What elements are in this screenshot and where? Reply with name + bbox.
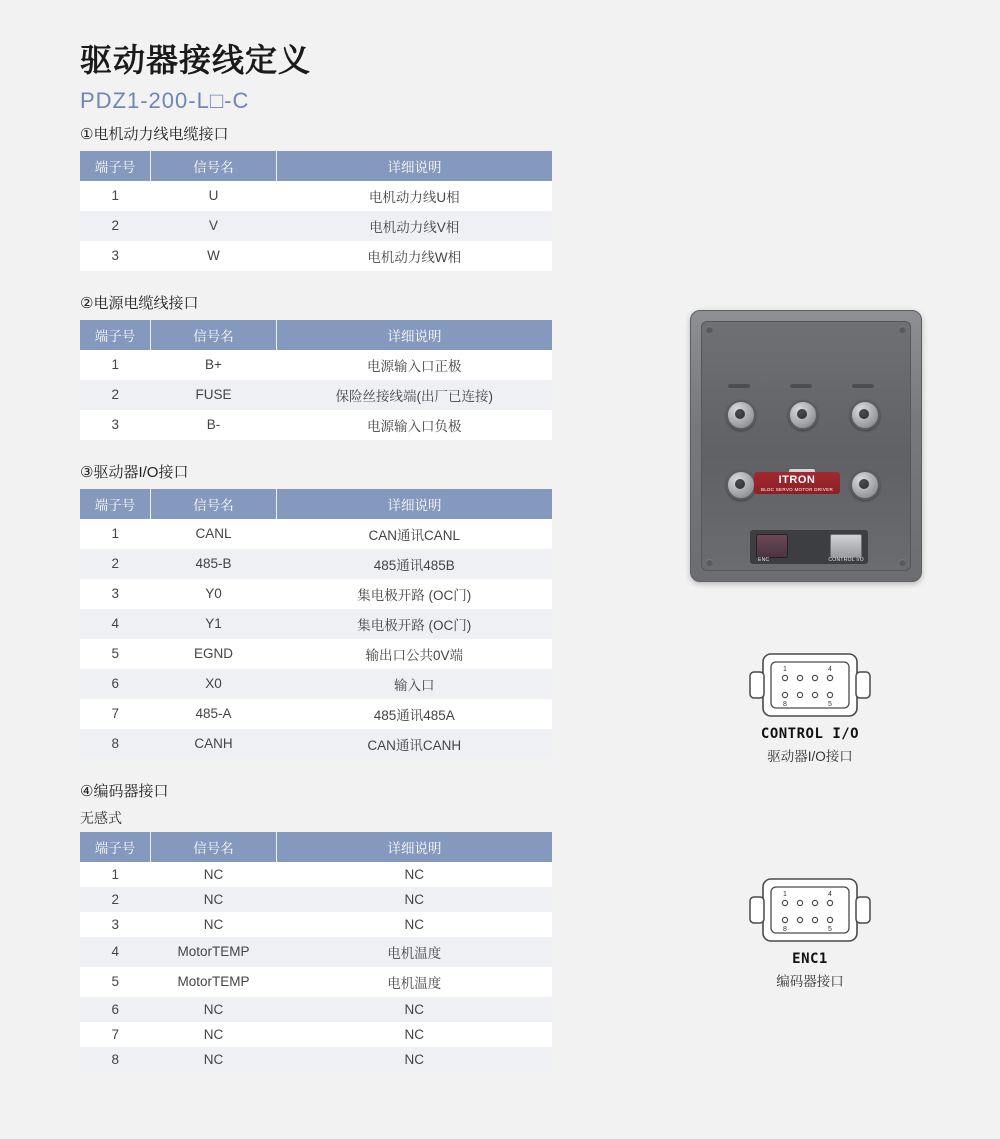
cell-terminal: 6	[80, 997, 151, 1022]
cell-detail: 485通讯485B	[277, 549, 553, 579]
cell-detail: 电机温度	[277, 967, 553, 997]
screw-icon	[899, 559, 906, 566]
cell-detail: 485通讯485A	[277, 699, 553, 729]
brand-logo	[754, 472, 840, 494]
col-header-terminal: 端子号	[80, 151, 151, 181]
cell-detail: 电机温度	[277, 937, 553, 967]
connector-strip	[750, 530, 868, 564]
cell-terminal: 2	[80, 380, 151, 410]
table-row	[80, 887, 552, 912]
svg-text:8: 8	[783, 701, 787, 708]
col-header-detail: 详细说明	[277, 489, 553, 519]
table-row	[80, 519, 552, 549]
cell-detail: CAN通讯CANL	[277, 519, 553, 549]
svg-text:1: 1	[783, 666, 787, 673]
cell-terminal: 5	[80, 639, 151, 669]
connector-description: 编码器接口	[776, 974, 844, 989]
cell-signal: 485-A	[151, 699, 277, 729]
document-content	[80, 40, 550, 1094]
col-header-terminal: 端子号	[80, 320, 151, 350]
svg-text:4: 4	[828, 891, 832, 898]
table-row	[80, 639, 552, 669]
table-header-row	[80, 832, 552, 862]
cell-detail: NC	[277, 912, 553, 937]
col-header-terminal: 端子号	[80, 489, 151, 519]
col-header-detail: 详细说明	[277, 832, 553, 862]
cell-terminal: 2	[80, 887, 151, 912]
table-row	[80, 181, 552, 211]
cell-terminal: 2	[80, 549, 151, 579]
control-port-label: CONTROL I/O	[828, 557, 864, 563]
cell-terminal: 1	[80, 519, 151, 549]
terminal-b-plus	[850, 470, 880, 500]
cell-signal: NC	[151, 1022, 277, 1047]
enc-port-label: ENC	[758, 557, 770, 563]
terminal-v	[788, 400, 818, 430]
screw-icon	[899, 326, 906, 333]
cell-terminal: 1	[80, 181, 151, 211]
connector-name: ENC1	[792, 951, 828, 967]
cell-detail: NC	[277, 862, 553, 887]
cell-signal: CANH	[151, 729, 277, 759]
section-heading-3: ③驱动器I/O接口	[80, 463, 189, 481]
cell-terminal: 3	[80, 410, 151, 440]
connector-8pin-icon	[745, 875, 875, 947]
cell-detail: 集电极开路 (OC门)	[277, 609, 553, 639]
cell-detail: 电源输入口正极	[277, 350, 553, 380]
section-heading-2: ②电源电缆线接口	[80, 294, 199, 312]
svg-text:5: 5	[828, 926, 832, 933]
cell-signal: NC	[151, 862, 277, 887]
cell-detail: 集电极开路 (OC门)	[277, 579, 553, 609]
cell-signal: B-	[151, 410, 277, 440]
cell-detail: NC	[277, 1047, 553, 1072]
cell-detail: 保险丝接线端(出厂已连接)	[277, 380, 553, 410]
table-row	[80, 862, 552, 887]
terminal-b-minus	[726, 470, 756, 500]
cell-terminal: 1	[80, 350, 151, 380]
brand-sub: BLDC SERVO MOTOR DRIVER	[761, 487, 833, 492]
section-heading-4: ④编码器接口	[80, 782, 169, 800]
driver-product-photo	[690, 310, 922, 582]
cell-detail: 电机动力线V相	[277, 211, 553, 241]
col-header-signal: 信号名	[151, 489, 277, 519]
svg-text:1: 1	[783, 891, 787, 898]
cell-terminal: 2	[80, 211, 151, 241]
cell-signal: Y0	[151, 579, 277, 609]
cell-detail: NC	[277, 997, 553, 1022]
cell-detail: NC	[277, 1022, 553, 1047]
connector-name: CONTROL I/O	[760, 726, 860, 742]
table-row	[80, 241, 552, 271]
table-row	[80, 699, 552, 729]
cell-signal: X0	[151, 669, 277, 699]
col-header-terminal: 端子号	[80, 832, 151, 862]
label-bar	[728, 384, 750, 388]
cell-detail: CAN通讯CANH	[277, 729, 553, 759]
table-motor-power	[80, 151, 552, 271]
cell-terminal: 7	[80, 1022, 151, 1047]
cell-signal: EGND	[151, 639, 277, 669]
cell-terminal: 8	[80, 729, 151, 759]
table-row	[80, 380, 552, 410]
svg-text:4: 4	[828, 666, 832, 673]
table-row	[80, 729, 552, 759]
connector-description: 驱动器I/O接口	[767, 749, 853, 764]
label-bar	[852, 384, 874, 388]
connector-drawing	[680, 650, 940, 722]
cell-signal: B+	[151, 350, 277, 380]
cell-signal: Y1	[151, 609, 277, 639]
cell-terminal: 6	[80, 669, 151, 699]
connector-diagram-control-io	[680, 650, 940, 765]
col-header-signal: 信号名	[151, 832, 277, 862]
table-row	[80, 997, 552, 1022]
table-row	[80, 211, 552, 241]
connector-8pin-icon	[745, 650, 875, 722]
terminal-u	[726, 400, 756, 430]
cell-signal: NC	[151, 997, 277, 1022]
col-header-signal: 信号名	[151, 151, 277, 181]
cell-signal: U	[151, 181, 277, 211]
cell-detail: 电机动力线U相	[277, 181, 553, 211]
table-driver-io	[80, 489, 552, 759]
cell-terminal: 1	[80, 862, 151, 887]
table-row	[80, 579, 552, 609]
cell-terminal: 4	[80, 937, 151, 967]
section-subheading-4: 无感式	[80, 809, 122, 826]
cell-terminal: 3	[80, 912, 151, 937]
model-number: PDZ1-200-L□-C	[80, 87, 250, 113]
table-row	[80, 1047, 552, 1072]
cell-terminal: 3	[80, 579, 151, 609]
col-header-detail: 详细说明	[277, 151, 553, 181]
screw-icon	[706, 326, 713, 333]
svg-text:8: 8	[783, 926, 787, 933]
table-row	[80, 350, 552, 380]
cell-signal: CANL	[151, 519, 277, 549]
table-power-cable	[80, 320, 552, 440]
cell-signal: MotorTEMP	[151, 967, 277, 997]
label-bar	[790, 384, 812, 388]
cell-signal: 485-B	[151, 549, 277, 579]
connector-drawing	[680, 875, 940, 947]
brand-name: ITRON	[778, 474, 816, 486]
cell-terminal: 5	[80, 967, 151, 997]
table-row	[80, 912, 552, 937]
cell-terminal: 8	[80, 1047, 151, 1072]
page-title: 驱动器接线定义	[80, 42, 312, 78]
table-encoder	[80, 832, 552, 1072]
cell-signal: NC	[151, 887, 277, 912]
table-row	[80, 609, 552, 639]
cell-signal: MotorTEMP	[151, 937, 277, 967]
section-heading-1: ①电机动力线电缆接口	[80, 125, 229, 143]
cell-terminal: 7	[80, 699, 151, 729]
enc-connector	[756, 534, 788, 558]
col-header-signal: 信号名	[151, 320, 277, 350]
cell-signal: FUSE	[151, 380, 277, 410]
table-row	[80, 967, 552, 997]
cell-terminal: 4	[80, 609, 151, 639]
col-header-detail: 详细说明	[277, 320, 553, 350]
cell-detail: NC	[277, 887, 553, 912]
control-io-connector	[830, 534, 862, 558]
table-row	[80, 669, 552, 699]
connector-diagram-enc1	[680, 875, 940, 990]
table-row	[80, 549, 552, 579]
cell-signal: W	[151, 241, 277, 271]
screw-icon	[706, 559, 713, 566]
cell-signal: NC	[151, 912, 277, 937]
table-header-row	[80, 151, 552, 181]
cell-signal: NC	[151, 1047, 277, 1072]
table-row	[80, 937, 552, 967]
device-faceplate	[701, 321, 911, 571]
cell-detail: 输入口	[277, 669, 553, 699]
cell-detail: 输出口公共0V端	[277, 639, 553, 669]
table-row	[80, 410, 552, 440]
table-row	[80, 1022, 552, 1047]
terminal-w	[850, 400, 880, 430]
cell-terminal: 3	[80, 241, 151, 271]
cell-detail: 电源输入口负极	[277, 410, 553, 440]
svg-text:5: 5	[828, 701, 832, 708]
cell-detail: 电机动力线W相	[277, 241, 553, 271]
table-header-row	[80, 489, 552, 519]
table-header-row	[80, 320, 552, 350]
cell-signal: V	[151, 211, 277, 241]
